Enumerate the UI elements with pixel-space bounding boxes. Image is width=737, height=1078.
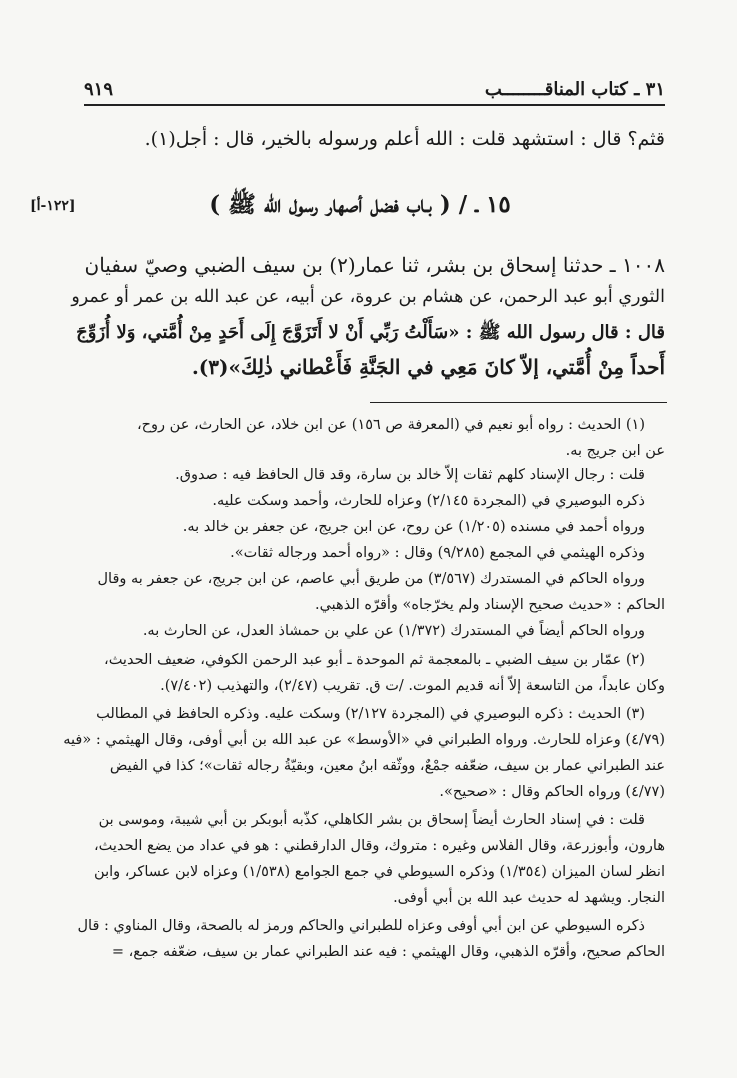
footnote-line: قلت : في إسناد الحارث أيضاً إسحاق بن بشر الكاهلي، كذّبه أبوبكر بن أبي شيبة، وموسى بن xyxy=(98,812,645,828)
footnote-line: وذكره الهيثمي في المجمع (٩/٢٨٥) وقال : «رواه أحمد ورجاله ثقات». xyxy=(230,545,645,561)
footnote-line: هارون، وأبوزرعة، وقال الفلاس وغيره : متروك، وقال الدارقطني : هو في عداد من يضع الحديث، xyxy=(94,838,665,854)
hadith-line: ١٠٠٨ ـ حدثنا إسحاق بن بشر، ثنا عمار(٢) بن سيف الضبي وصيّ سفيان xyxy=(84,253,665,277)
hadith-line: أَحداً مِنْ أُمَّتي، إلاّ كانَ مَعِي في الجَنَّةِ فَأَعْطاني ذٰلِكَ»(٣). xyxy=(191,355,665,379)
footnote-line: وكان عابداً، من التاسعة إلاّ أنه قديم الموت. /ت ق. تقريب (٢/٤٧)، والتهذيب (٧/٤٠٢). xyxy=(160,678,665,694)
footnote-line: ورواه الحاكم في المستدرك (٣/٥٦٧) من طريق أبي عاصم، عن ابن جريج، عن جعفر به وقال xyxy=(97,571,645,587)
footnote-separator xyxy=(370,402,667,403)
footnote-line: الحاكم صحيح، وأقرّه الذهبي، وقال الهيثمي : فيه عند الطبراني عمار بن سيف، ضعّفه جمع، = xyxy=(111,944,665,960)
footnote-line: انظر لسان الميزان (١/٣٥٤) وذكره السيوطي في جمع الجوامع (١/٥٣٨) وعزاه لابن عساكر، وابن xyxy=(94,864,665,880)
footnote-line: عند الطبراني عمار بن سيف، ضعّفه جمْعٌ، ووثّقه ابنُ معين، وبقيّةُ رجاله ثقات»؛ كذا في الفيض xyxy=(109,758,665,774)
footnote-line: (٤/٧٧) ورواه الحاكم وقال : «صحيح». xyxy=(439,784,665,800)
footnote-line: (٤/٧٩) وعزاه للحارث. ورواه الطبراني في «الأوسط» عن عبد الله بن أبي أوفى، وقال الهيثمي : «فيه xyxy=(63,732,665,748)
footnote-line: عن ابن جريج به. xyxy=(565,443,665,459)
footnote-line: النجار. ويشهد له حديث عبد الله بن أبي أوفى. xyxy=(393,890,665,906)
continuation-line: قثم؟ قال : استشهد قلت : الله أعلم ورسوله بالخير، قال : أجل(١). xyxy=(144,128,665,150)
hadith-line: الثوري أبو عبد الرحمن، عن هشام بن عروة، عن أبيه، عن عبد الله بن عمر أو عمرو xyxy=(71,287,665,307)
footnote-line: ورواه أحمد في مسنده (١/٢٠٥) عن روح، عن ابن جريج، عن جعفر بن خالد به. xyxy=(182,519,645,535)
footnote-line: (٣) الحديث : ذكره البوصيري في (المجردة ٢/١٢٧) وسكت عليه. وذكره الحافظ في المطالب xyxy=(96,706,645,722)
footnote-line: (٢) عمّار بن سيف الضبي ـ بالمعجمة ثم الموحدة ـ أبو عبد الرحمن الكوفي، ضعيف الحديث، xyxy=(104,652,645,668)
footnote-line: قلت : رجال الإسناد كلهم ثقات إلاّ خالد بن سارة، وقد قال الحافظ فيه : صدوق. xyxy=(175,467,645,483)
footnote-line: ذكره البوصيري في (المجردة ٢/١٤٥) وعزاه للحارث، وأحمد وسكت عليه. xyxy=(212,493,645,509)
page-number: ٩١٩ xyxy=(84,79,114,100)
bab-heading: ١٥ ـ / ( بـاب فضل أصهار رسول الله ﷺ ) xyxy=(209,191,511,218)
hadith-line: قال : قال رسول الله ﷺ : «سَأَلْتُ رَبِّي أَنْ لا أَتَزَوَّجَ إِلَى أَحَدٍ مِنْ أُمَّتي، وَلا أُزَوِّجَ xyxy=(76,322,665,343)
footnote-line: (١) الحديث : رواه أبو نعيم في (المعرفة ص ١٥٦) عن ابن خلاد، عن الحارث، عن روح، xyxy=(137,417,645,433)
manuscript-folio-ref: [١٢٢-أ] xyxy=(30,198,76,214)
footnote-line: ذكره السيوطي عن ابن أبي أوفى وعزاه للطبراني والحاكم ورمز له بالصحة، وقال المناوي : قال xyxy=(77,918,645,934)
footnote-line: الحاكم : «حديث صحيح الإسناد ولم يخرّجاه» وأقرّه الذهبي. xyxy=(314,597,665,613)
page-header xyxy=(84,70,665,106)
footnote-line: ورواه الحاكم أيضاً في المستدرك (١/٣٧٢) عن علي بن حمشاذ العدل، عن الحارث به. xyxy=(142,623,645,639)
chapter-title: ٣١ ـ كتاب المناقــــــــب xyxy=(484,79,665,100)
